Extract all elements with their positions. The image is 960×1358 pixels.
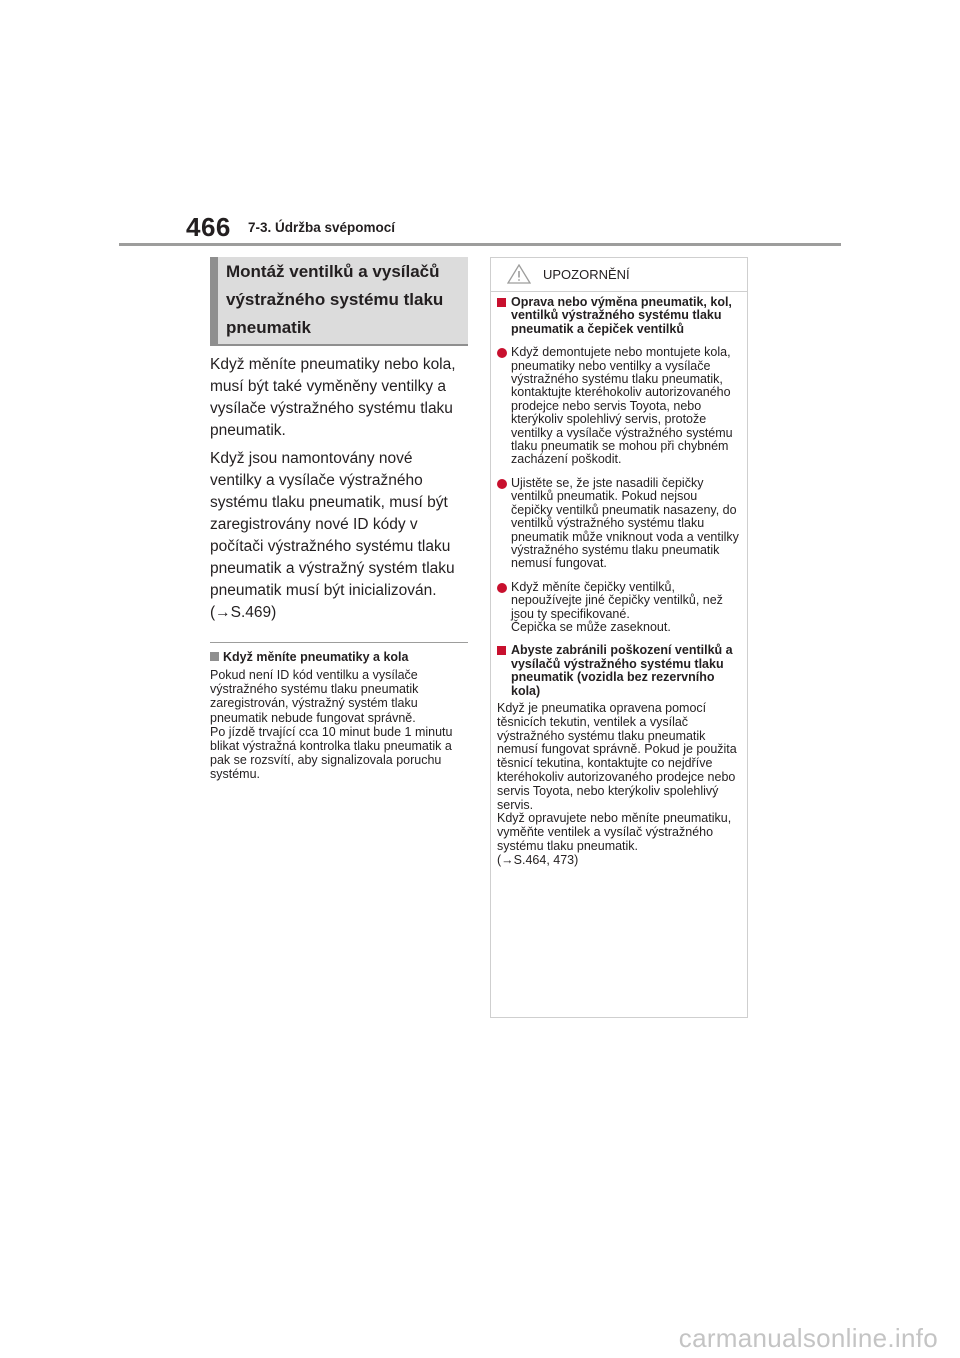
sub-text: Pokud není ID kód ventilku a vysílače výstražného systému tlaku pneumatik zaregistrován, výstražný systém tlaku pneumatik nebude fungovat správně. Po jízdě trvající cca 10 minut bude 1 minutu blikat výstražná kontrolka tlaku pneumatik a pak se rozsvítí, aby signalizovala poruchu systému. [210,668,453,782]
caution-item-2 [497,346,741,467]
sub-heading [210,650,468,665]
red-dot-bullet-icon [497,479,507,489]
header-rule [119,243,841,246]
sub-divider [210,642,468,643]
caution-item-5-text: Když je pneumatika opravena pomocí těsnicích tekutin, ventilek a vysílač výstražného systému tlaku pneumatik nemusí fungovat správně. Pokud je použita těsnicí tekutina, kontaktujte co nejdříve kteréhokoliv autorizovaného prodejce nebo servis Toyota, nebo kterýkoliv spolehlivý servis. Když opravujete nebo měníte pneumatiku, vyměňte ventilek a vysílač výstražného systému tlaku pneumatik. (→S.464, 473) [497,700,737,867]
body-paragraph-2: Když jsou namontovány nové ventilky a vysílače výstražného systému tlaku pneumatik, musí být zaregistrovány nové ID kódy v počítači výstražného systému tlaku pneumatik a výstražný systém tlaku pneumatik musí být inicializován. (→S.469) [210,450,455,621]
section-title: 7-3. Údržba svépomocí [248,220,396,235]
caution-item-4 [497,581,741,635]
caution-header [491,258,747,292]
square-bullet-icon [210,652,219,661]
left-column [210,257,468,782]
body-paragraph-1: Když měníte pneumatiky nebo kola, musí být také vyměněny ventilky a vysílače výstražného systému tlaku pneumatik. [210,356,456,439]
caution-item-3 [497,477,741,571]
caution-item-1-title: Oprava nebo výměna pneumatik, kol, ventilků výstražného systému tlaku pneumatik a čepiček ventilků [511,295,732,336]
watermark: carmanualsonline.info [678,1323,938,1353]
page-number: 466 [186,212,231,242]
section-heading: Montáž ventilků a vysílačů výstražného systému tlaku pneumatik [210,257,468,346]
red-square-bullet-icon [497,298,506,307]
caution-item-1 [497,296,741,336]
caution-box [490,257,748,1018]
caution-title: UPOZORNĚNÍ [543,267,630,282]
red-dot-bullet-icon [497,348,507,358]
red-dot-bullet-icon [497,583,507,593]
sub-heading-text: Když měníte pneumatiky a kola [223,650,409,664]
warning-triangle-icon [507,264,531,284]
caution-item-5 [497,644,741,698]
caution-item-5-title: Abyste zabránili poškození ventilků a vysílačů výstražného systému tlaku pneumatik (vozidla bez rezervního kola) [511,643,733,698]
caution-item-3-text: Ujistěte se, že jste nasadili čepičky ventilků pneumatik. Pokud nejsou čepičky ventilků pneumatik nasazeny, do ventilků výstražného systému tlaku pneumatik může vniknout voda a ventilky výstražného systému tlaku pneumatik nemusí fungovat. [511,475,739,571]
red-square-bullet-icon [497,646,506,655]
caution-item-2-text: Když demontujete nebo montujete kola, pneumatiky nebo ventilky a vysílače výstražného systému tlaku pneumatik, kontaktujte kteréhokoliv autorizovaného prodejce nebo servis Toyota, nebo kterýkoliv spolehlivý servis, protože ventilky a vysílače výstražného systému tlaku pneumatik se mohou při chybném zacházení poškodit. [511,345,733,467]
caution-item-4-text: Když měníte čepičky ventilků, nepoužívejte jiné čepičky ventilků, než jsou ty specifikované. Čepička se může zaseknout. [511,579,723,634]
